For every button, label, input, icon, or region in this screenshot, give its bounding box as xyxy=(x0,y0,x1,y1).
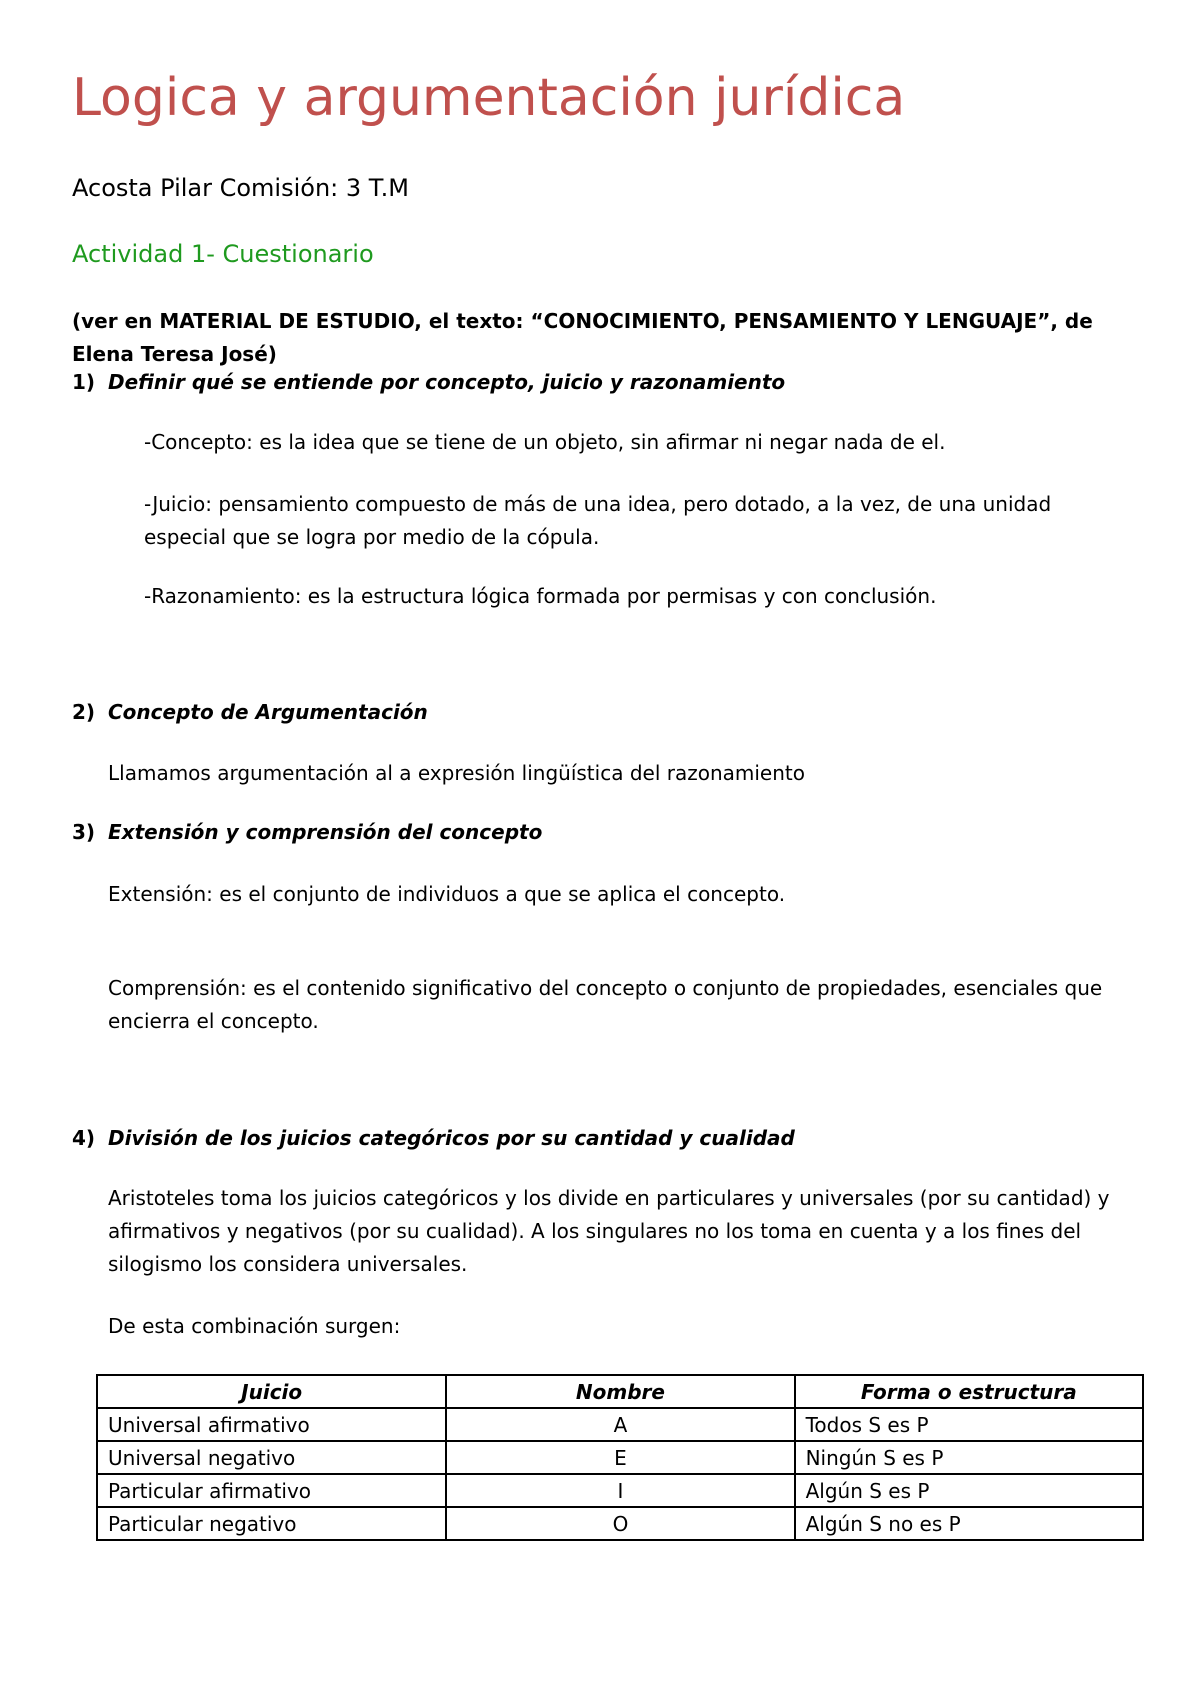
table-cell: Universal afirmativo xyxy=(97,1408,446,1441)
table-cell: Particular negativo xyxy=(97,1507,446,1540)
question-title: Extensión y comprensión del concepto xyxy=(108,820,543,844)
answer-comprension: Comprensión: es el contenido significativo del concepto o conjunto de propiedades, esenciales que encierra el concepto. xyxy=(108,976,1103,1033)
answer-division: Aristoteles toma los juicios categóricos y los divide en particulares y universales (por su cantidad) y afirmativos y negativos (por su cualidad). A los singulares no los toma en cuenta y a los fines del silogismo los considera universales. xyxy=(108,1186,1110,1276)
column-header: Nombre xyxy=(446,1375,794,1408)
question-3-heading xyxy=(72,820,542,844)
table-row xyxy=(97,1441,1143,1474)
answer-razonamiento: -Razonamiento: es la estructura lógica formada por permisas y con conclusión. xyxy=(144,584,937,608)
table-cell: Todos S es P xyxy=(795,1408,1143,1441)
question-number: 4) xyxy=(72,1126,96,1150)
table-cell: I xyxy=(446,1474,794,1507)
question-number: 2) xyxy=(72,700,96,724)
author-line: Acosta Pilar Comisión: 3 T.M xyxy=(72,174,409,202)
question-4-heading xyxy=(72,1126,795,1150)
table-cell: Particular afirmativo xyxy=(97,1474,446,1507)
reference-note: (ver en MATERIAL DE ESTUDIO, el texto: “CONOCIMIENTO, PENSAMIENTO Y LENGUAJE”, de Elena Teresa José) xyxy=(72,309,1093,366)
question-1-heading xyxy=(72,370,785,394)
table-cell: Algún S es P xyxy=(795,1474,1143,1507)
question-2-heading xyxy=(72,700,428,724)
column-header: Forma o estructura xyxy=(795,1375,1143,1408)
question-number: 1) xyxy=(72,370,96,394)
juicios-table xyxy=(96,1374,1144,1541)
question-title: Concepto de Argumentación xyxy=(108,700,428,724)
table-cell: Universal negativo xyxy=(97,1441,446,1474)
answer-extension: Extensión: es el conjunto de individuos a que se aplica el concepto. xyxy=(108,882,786,906)
document-title: Logica y argumentación jurídica xyxy=(72,68,906,128)
activity-heading: Actividad 1- Cuestionario xyxy=(72,240,374,268)
table-cell: E xyxy=(446,1441,794,1474)
question-title: Definir qué se entiende por concepto, juicio y razonamiento xyxy=(108,370,786,394)
answer-concepto: -Concepto: es la idea que se tiene de un objeto, sin afirmar ni negar nada de el. xyxy=(144,430,946,454)
table-cell: Ningún S es P xyxy=(795,1441,1143,1474)
table-row xyxy=(97,1474,1143,1507)
answer-juicio: -Juicio: pensamiento compuesto de más de una idea, pero dotado, a la vez, de una unidad especial que se logra por medio de la cópula. xyxy=(144,492,1052,549)
column-header: Juicio xyxy=(97,1375,446,1408)
table-cell: A xyxy=(446,1408,794,1441)
question-title: División de los juicios categóricos por su cantidad y cualidad xyxy=(108,1126,795,1150)
table-cell: O xyxy=(446,1507,794,1540)
answer-argumentacion: Llamamos argumentación al a expresión lingüística del razonamiento xyxy=(108,761,805,785)
question-number: 3) xyxy=(72,820,96,844)
table-cell: Algún S no es P xyxy=(795,1507,1143,1540)
table-header-row xyxy=(97,1375,1143,1408)
answer-combinacion: De esta combinación surgen: xyxy=(108,1314,401,1338)
table-row xyxy=(97,1408,1143,1441)
table-row xyxy=(97,1507,1143,1540)
